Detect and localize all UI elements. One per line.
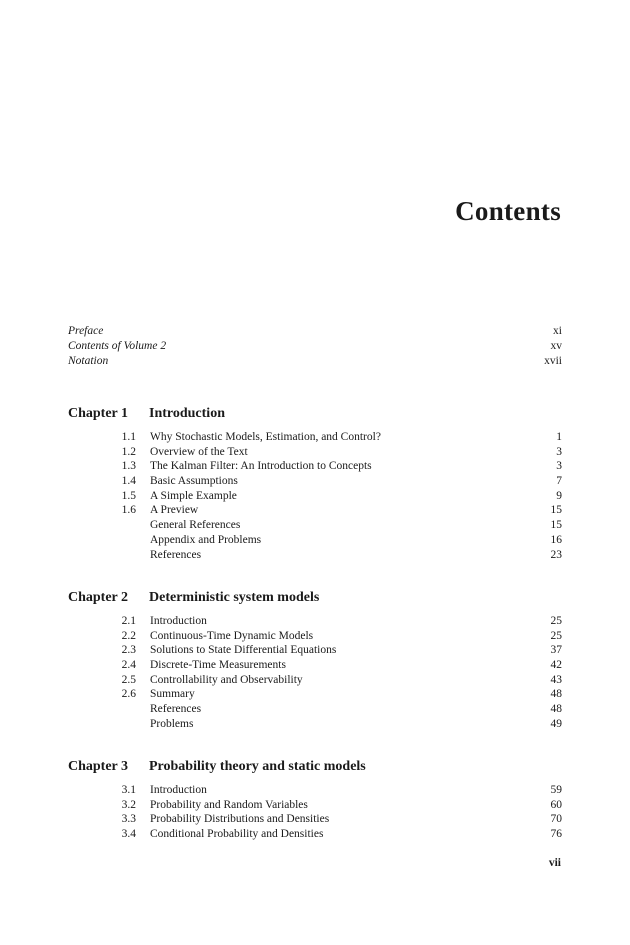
chapter-3-section: [68, 759, 562, 842]
section-number: 1.3: [121, 460, 136, 473]
chapter-title: Introduction: [149, 406, 225, 421]
front-matter-page: xv: [550, 340, 562, 352]
section-number: 3.4: [121, 828, 136, 841]
section-number: 3.1: [121, 784, 136, 796]
section-page: 60: [550, 798, 562, 811]
section-title: General References: [150, 519, 241, 532]
section-page: 49: [550, 717, 562, 730]
toc-entry: [68, 812, 562, 827]
toc-entry: [68, 629, 562, 644]
page-title: Contents: [455, 196, 561, 226]
toc-entry: [68, 533, 562, 548]
section-title: Basic Assumptions: [150, 475, 238, 488]
front-matter-item: [68, 325, 562, 340]
chapter-label: Chapter 3: [68, 759, 129, 774]
section-title: Continuous-Time Dynamic Models: [150, 629, 314, 642]
page-number: vii: [548, 857, 561, 869]
section-number: 2.3: [121, 644, 136, 657]
section-number: 1.6: [121, 504, 136, 517]
section-page: 9: [556, 489, 562, 502]
section-title: Controllability and Observability: [150, 673, 303, 686]
section-list: [68, 783, 562, 842]
toc-entry: [68, 430, 562, 445]
section-number: 2.2: [121, 629, 136, 642]
toc-entry: [68, 798, 562, 813]
front-matter-list: [68, 325, 562, 370]
toc-entry: [68, 548, 562, 563]
section-page: 15: [550, 504, 562, 517]
section-number: 2.5: [121, 673, 136, 686]
section-title: Summary: [150, 688, 195, 701]
chapter-heading: [68, 406, 562, 426]
chapter-1-section: [68, 406, 562, 562]
section-page: 43: [550, 673, 562, 686]
chapter-label: Chapter 1: [68, 406, 129, 421]
front-matter-item: [68, 340, 562, 355]
section-page: 3: [556, 445, 562, 458]
section-page: 23: [550, 548, 562, 561]
section-number: 1.5: [121, 489, 136, 502]
toc-entry: [68, 717, 562, 732]
toc-entry: [68, 658, 562, 673]
section-page: 42: [550, 659, 562, 672]
section-page: 16: [550, 533, 562, 546]
section-number: 1.1: [121, 431, 136, 443]
toc-entry: [68, 614, 562, 629]
front-matter-label: Preface: [68, 325, 104, 337]
section-title: References: [150, 548, 202, 561]
section-number: 1.4: [121, 475, 136, 488]
section-page: 1: [556, 431, 562, 443]
front-matter-page: xvii: [544, 355, 562, 367]
toc-entry: [68, 702, 562, 717]
toc-entry: [68, 643, 562, 658]
section-page: 3: [556, 460, 562, 473]
front-matter-label: Contents of Volume 2: [68, 340, 167, 352]
chapter-title: Deterministic system models: [149, 590, 320, 605]
toc-entry: [68, 687, 562, 702]
toc-entry: [68, 518, 562, 533]
chapter-label: Chapter 2: [68, 590, 129, 605]
section-title: A Preview: [150, 504, 199, 517]
section-title: Probability Distributions and Densities: [150, 813, 330, 826]
section-list: [68, 430, 562, 562]
section-title: References: [150, 703, 202, 716]
section-list: [68, 614, 562, 732]
section-title: Why Stochastic Models, Estimation, and Control?: [150, 431, 381, 443]
toc-entry: [68, 489, 562, 504]
section-page: 37: [550, 644, 562, 657]
chapter-heading: [68, 759, 562, 779]
front-matter-label: Notation: [68, 355, 109, 367]
chapter-2-section: [68, 590, 562, 732]
front-matter-page: xi: [553, 325, 562, 337]
toc-entry: [68, 783, 562, 798]
section-title: Overview of the Text: [150, 445, 248, 458]
section-title: Appendix and Problems: [150, 533, 262, 546]
section-page: 76: [550, 828, 562, 841]
toc-entry: [68, 827, 562, 842]
section-page: 48: [550, 703, 562, 716]
toc-entry: [68, 503, 562, 518]
section-page: 15: [550, 519, 562, 532]
toc-entry: [68, 445, 562, 460]
toc-entry: [68, 474, 562, 489]
front-matter-item: [68, 355, 562, 370]
section-number: 3.2: [121, 798, 136, 811]
section-page: 25: [550, 615, 562, 627]
section-number: 2.4: [121, 659, 136, 672]
section-title: The Kalman Filter: An Introduction to Concepts: [150, 460, 372, 473]
section-page: 59: [550, 784, 562, 796]
section-title: Introduction: [150, 784, 207, 796]
section-page: 48: [550, 688, 562, 701]
section-page: 70: [550, 813, 562, 826]
section-title: A Simple Example: [150, 489, 237, 502]
chapter-title: Probability theory and static models: [149, 759, 366, 774]
chapter-heading: [68, 590, 562, 610]
section-title: Probability and Random Variables: [150, 798, 308, 811]
section-title: Introduction: [150, 615, 207, 627]
section-page: 7: [556, 475, 562, 488]
section-number: 2.1: [121, 615, 136, 627]
section-page: 25: [550, 629, 562, 642]
section-title: Conditional Probability and Densities: [150, 828, 324, 841]
section-title: Discrete-Time Measurements: [150, 659, 286, 672]
section-title: Solutions to State Differential Equations: [150, 644, 337, 657]
toc-entry: [68, 459, 562, 474]
toc-entry: [68, 673, 562, 688]
section-number: 3.3: [121, 813, 136, 826]
section-title: Problems: [150, 717, 194, 730]
section-number: 2.6: [121, 688, 136, 701]
section-number: 1.2: [121, 445, 136, 458]
